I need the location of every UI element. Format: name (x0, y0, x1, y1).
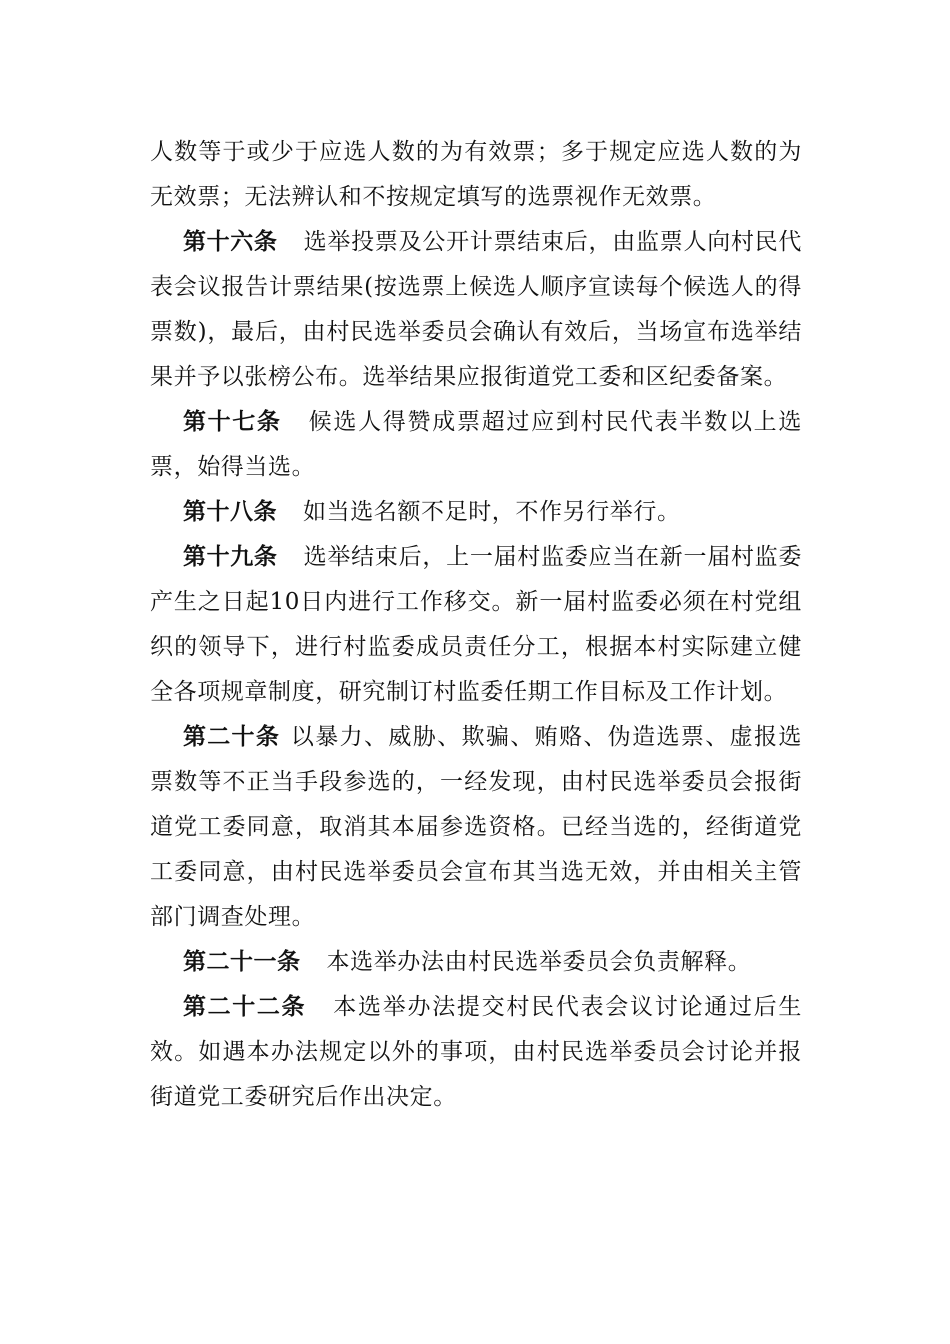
article-20-text: 以暴力、威胁、欺骗、贿赂、伪造选票、虚报选票数等不正当手段参选的，一经发现，由村民选举委员会报街道党工委同意，取消其本届参选资格。已经当选的，经街道党工委同意，由村民选举委员会宣布其当选无效，并由相关主管部门调查处理。 (150, 724, 802, 930)
article-21-number: 第二十一条 (183, 949, 301, 975)
article-17-text: 候选人得赞成票超过应到村民代表半数以上选票，始得当选。 (150, 409, 802, 480)
article-18 (150, 490, 802, 535)
article-21 (150, 940, 802, 985)
article-18-text: 如当选名额不足时，不作另行举行。 (303, 499, 681, 525)
article-16-text: 选举投票及公开计票结束后，由监票人向村民代表会议报告计票结果(按选票上候选人顺序宣读每个候选人的得票数)，最后，由村民选举委员会确认有效后，当场宣布选举结果并予以张榜公布。选举结果应报街道党工委和区纪委备案。 (150, 229, 802, 390)
article-20 (150, 715, 802, 940)
document-page (150, 130, 802, 1120)
article-16 (150, 220, 802, 400)
article-21-text: 本选举办法由村民选举委员会负责解释。 (326, 949, 752, 975)
article-19-text: 选举结束后，上一届村监委应当在新一届村监委产生之日起10日内进行工作移交。新一届村监委必须在村党组织的领导下，进行村监委成员责任分工，根据本村实际建立健全各项规章制度，研究制订村监委任期工作目标及工作计划。 (150, 544, 802, 705)
article-17-number: 第十七条 (183, 409, 282, 435)
article-20-number: 第二十条 (183, 724, 281, 750)
article-17 (150, 400, 802, 490)
article-22-text: 本选举办法提交村民代表会议讨论通过后生效。如遇本办法规定以外的事项，由村民选举委员会讨论并报街道党工委研究后作出决定。 (150, 994, 803, 1110)
article-18-number: 第十八条 (183, 499, 277, 525)
article-19-number: 第十九条 (183, 544, 278, 570)
intro-paragraph: 人数等于或少于应选人数的为有效票；多于规定应选人数的为无效票；无法辨认和不按规定填写的选票视作无效票。 (150, 139, 802, 210)
article-22-number: 第二十二条 (183, 994, 307, 1020)
article-19 (150, 535, 802, 715)
article-16-number: 第十六条 (183, 229, 278, 255)
article-22 (150, 985, 802, 1120)
